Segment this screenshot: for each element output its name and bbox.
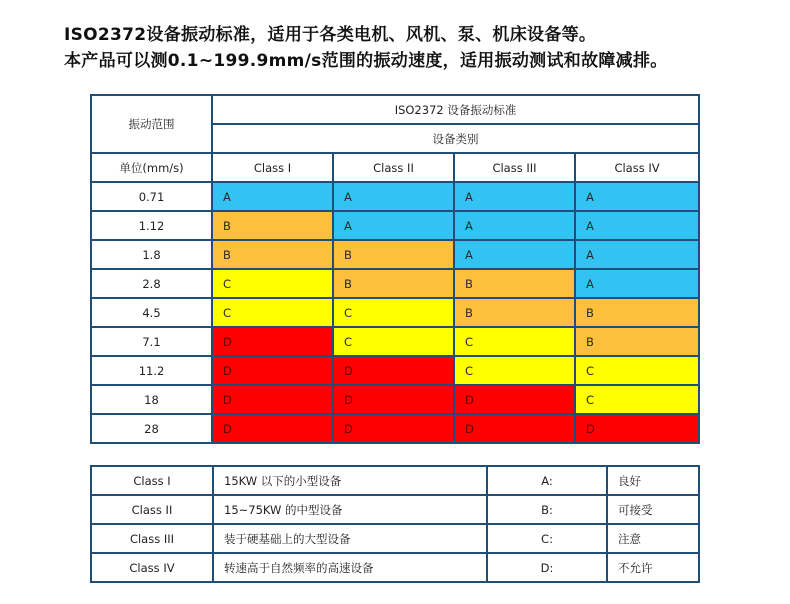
grade-cell: D xyxy=(212,385,333,414)
table-row xyxy=(91,182,699,211)
grade-cell: B xyxy=(333,240,454,269)
vibration-value: 11.2 xyxy=(91,356,212,385)
grade-body xyxy=(91,182,699,443)
standard-title: ISO2372 设备振动标准 xyxy=(212,95,699,124)
grade-cell: D xyxy=(454,385,575,414)
grade-cell: D xyxy=(454,414,575,443)
grade-cell: B xyxy=(212,211,333,240)
legend-class: Class III xyxy=(91,524,213,553)
legend-meaning: 不允许 xyxy=(607,553,699,582)
grade-cell: C xyxy=(575,356,699,385)
grade-cell: A xyxy=(454,211,575,240)
table-row xyxy=(91,385,699,414)
intro-line-2: 本产品可以测0.1~199.9mm/s范围的振动速度，适用振动测试和故障减排。 xyxy=(64,51,668,71)
legend-class: Class I xyxy=(91,466,213,495)
grade-cell: D xyxy=(212,356,333,385)
legend-row xyxy=(91,466,699,495)
grade-cell: D xyxy=(575,414,699,443)
intro-line-1: ISO2372设备振动标准，适用于各类电机、风机、泵、机床设备等。 xyxy=(64,25,597,45)
range-header: 振动范围 xyxy=(91,95,212,153)
vibration-value: 2.8 xyxy=(91,269,212,298)
unit-header: 单位(mm/s) xyxy=(91,153,212,182)
grade-cell: A xyxy=(454,240,575,269)
legend-description: 转速高于自然频率的高速设备 xyxy=(213,553,487,582)
grade-cell: A xyxy=(212,182,333,211)
grade-cell: B xyxy=(454,298,575,327)
grade-cell: D xyxy=(212,327,333,356)
legend-class: Class II xyxy=(91,495,213,524)
grade-cell: B xyxy=(575,327,699,356)
class-legend-table xyxy=(90,465,700,583)
grade-cell: C xyxy=(333,298,454,327)
legend-description: 15KW 以下的小型设备 xyxy=(213,466,487,495)
class-header-row xyxy=(91,153,699,182)
legend-meaning: 良好 xyxy=(607,466,699,495)
vibration-value: 18 xyxy=(91,385,212,414)
vibration-value: 1.12 xyxy=(91,211,212,240)
legend-description: 装于硬基础上的大型设备 xyxy=(213,524,487,553)
grade-cell: A xyxy=(575,240,699,269)
table-row xyxy=(91,327,699,356)
legend-meaning: 注意 xyxy=(607,524,699,553)
intro-text xyxy=(64,22,774,74)
class-header: Class II xyxy=(333,153,454,182)
table-row xyxy=(91,356,699,385)
legend-grade: B: xyxy=(487,495,607,524)
grade-cell: C xyxy=(212,298,333,327)
grade-cell: C xyxy=(333,327,454,356)
grade-cell: A xyxy=(454,182,575,211)
class-header: Class III xyxy=(454,153,575,182)
legend-grade: C: xyxy=(487,524,607,553)
table-row xyxy=(91,211,699,240)
grade-cell: C xyxy=(212,269,333,298)
grade-cell: D xyxy=(333,414,454,443)
grade-cell: A xyxy=(333,211,454,240)
legend-row xyxy=(91,553,699,582)
legend-body xyxy=(91,466,699,582)
table-row xyxy=(91,269,699,298)
grade-cell: D xyxy=(212,414,333,443)
table-row xyxy=(91,414,699,443)
legend-description: 15~75KW 的中型设备 xyxy=(213,495,487,524)
category-subtitle: 设备类别 xyxy=(212,124,699,153)
legend-grade: D: xyxy=(487,553,607,582)
legend-grade: A: xyxy=(487,466,607,495)
grade-cell: C xyxy=(454,327,575,356)
grade-cell: B xyxy=(212,240,333,269)
grade-cell: A xyxy=(575,211,699,240)
vibration-value: 0.71 xyxy=(91,182,212,211)
grade-cell: B xyxy=(575,298,699,327)
grade-cell: B xyxy=(333,269,454,298)
grade-cell: C xyxy=(575,385,699,414)
grade-cell: A xyxy=(333,182,454,211)
vibration-value: 7.1 xyxy=(91,327,212,356)
legend-meaning: 可接受 xyxy=(607,495,699,524)
table-row xyxy=(91,298,699,327)
vibration-value: 1.8 xyxy=(91,240,212,269)
legend-row xyxy=(91,495,699,524)
vibration-standard-table xyxy=(90,94,700,444)
grade-cell: D xyxy=(333,385,454,414)
grade-cell: A xyxy=(575,182,699,211)
table-header-row xyxy=(91,95,699,124)
grade-cell: B xyxy=(454,269,575,298)
grade-cell: D xyxy=(333,356,454,385)
table-row xyxy=(91,240,699,269)
grade-cell: A xyxy=(575,269,699,298)
class-header: Class IV xyxy=(575,153,699,182)
vibration-value: 4.5 xyxy=(91,298,212,327)
class-header: Class I xyxy=(212,153,333,182)
vibration-value: 28 xyxy=(91,414,212,443)
legend-class: Class IV xyxy=(91,553,213,582)
grade-cell: C xyxy=(454,356,575,385)
legend-row xyxy=(91,524,699,553)
